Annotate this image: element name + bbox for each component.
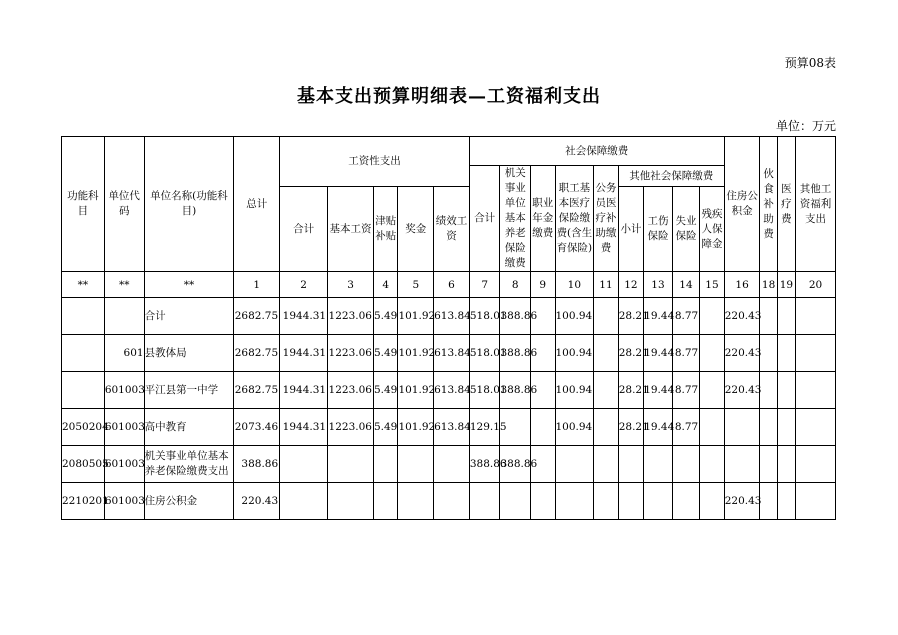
- table-cell: 100.94: [555, 298, 594, 335]
- table-cell: 8.77: [672, 409, 700, 446]
- table-cell: 220.43: [724, 483, 760, 520]
- header-unemployment-insurance: 失业保险: [672, 187, 700, 272]
- table-cell: 601: [104, 335, 144, 372]
- table-cell: [373, 483, 397, 520]
- table-cell: 101.92: [398, 409, 434, 446]
- table-cell: 合计: [144, 298, 234, 335]
- table-cell: 5.49: [373, 372, 397, 409]
- index-cell: 18: [760, 272, 777, 298]
- table-cell: 平江县第一中学: [144, 372, 234, 409]
- header-medical: 医疗费: [777, 137, 795, 272]
- table-cell: 100.94: [555, 409, 594, 446]
- table-cell: [700, 372, 724, 409]
- table-cell: [700, 446, 724, 483]
- table-cell: [796, 298, 836, 335]
- table-cell: [618, 483, 643, 520]
- header-social-group: 社会保障缴费: [469, 137, 724, 166]
- table-row: [62, 446, 836, 483]
- table-cell: [280, 446, 328, 483]
- table-cell: [672, 483, 700, 520]
- header-other-social-group: 其他社会保障缴费: [618, 166, 724, 187]
- table-cell: 220.43: [234, 483, 280, 520]
- table-cell: 住房公积金: [144, 483, 234, 520]
- table-cell: [328, 483, 374, 520]
- table-cell: [618, 446, 643, 483]
- table-cell: [700, 335, 724, 372]
- header-unit-code: 单位代码: [104, 137, 144, 272]
- table-cell: 101.92: [398, 298, 434, 335]
- index-cell: 1: [234, 272, 280, 298]
- table-cell: [594, 298, 618, 335]
- table-cell: [531, 409, 555, 446]
- table-cell: [777, 409, 795, 446]
- table-cell: 601003: [104, 372, 144, 409]
- table-cell: 518.01: [469, 335, 500, 372]
- table-cell: 8.77: [672, 335, 700, 372]
- index-cell: 8: [500, 272, 531, 298]
- index-cell: 10: [555, 272, 594, 298]
- header-disability-fund: 残疾人保障金: [700, 187, 724, 272]
- table-cell: 100.94: [555, 335, 594, 372]
- table-cell: [760, 483, 777, 520]
- table-cell: [531, 483, 555, 520]
- table-cell: 5.49: [373, 409, 397, 446]
- table-cell: [62, 298, 105, 335]
- table-cell: [280, 483, 328, 520]
- index-cell: 3: [328, 272, 374, 298]
- table-cell: 101.92: [398, 335, 434, 372]
- table-cell: [594, 409, 618, 446]
- table-cell: 388.86: [500, 298, 531, 335]
- table-cell: 县教体局: [144, 335, 234, 372]
- index-cell: 9: [531, 272, 555, 298]
- table-cell: 388.86: [500, 446, 531, 483]
- index-cell: **: [62, 272, 105, 298]
- header-social-sum: 合计: [469, 166, 500, 272]
- table-cell: [760, 298, 777, 335]
- index-cell: **: [104, 272, 144, 298]
- index-cell: 11: [594, 272, 618, 298]
- table-cell: 129.15: [469, 409, 500, 446]
- table-cell: 28.21: [618, 335, 643, 372]
- table-cell: [469, 483, 500, 520]
- table-cell: [700, 409, 724, 446]
- table-cell: 220.43: [724, 298, 760, 335]
- index-cell: 7: [469, 272, 500, 298]
- table-cell: [796, 335, 836, 372]
- index-cell: 6: [434, 272, 470, 298]
- table-cell: 28.21: [618, 372, 643, 409]
- table-row: [62, 372, 836, 409]
- table-cell: 601003: [104, 483, 144, 520]
- table-cell: 101.92: [398, 372, 434, 409]
- table-cell: 2073.46: [234, 409, 280, 446]
- table-cell: [796, 446, 836, 483]
- header-func-code: 功能科目: [62, 137, 105, 272]
- header-bonus: 奖金: [398, 187, 434, 272]
- table-cell: 388.86: [469, 446, 500, 483]
- header-basic-medical: 职工基本医疗保险缴费(含生育保险): [555, 166, 594, 272]
- index-cell: 15: [700, 272, 724, 298]
- table-cell: 220.43: [724, 335, 760, 372]
- table-row: [62, 335, 836, 372]
- table-cell: [724, 446, 760, 483]
- table-cell: [760, 335, 777, 372]
- table-cell: 19.44: [644, 409, 673, 446]
- table-cell: 19.44: [644, 372, 673, 409]
- index-cell: 14: [672, 272, 700, 298]
- header-meal: 伙食补助费: [760, 137, 777, 272]
- table-cell: 1223.06: [328, 372, 374, 409]
- table-cell: [373, 446, 397, 483]
- table-cell: 1223.06: [328, 409, 374, 446]
- table-cell: 高中教育: [144, 409, 234, 446]
- table-cell: [796, 372, 836, 409]
- table-cell: [434, 483, 470, 520]
- table-cell: 1944.31: [280, 298, 328, 335]
- table-cell: 19.44: [644, 298, 673, 335]
- table-cell: 518.01: [469, 372, 500, 409]
- table-cell: [555, 483, 594, 520]
- table-cell: [760, 446, 777, 483]
- index-cell: 13: [644, 272, 673, 298]
- page-title: 基本支出预算明细表—工资福利支出: [297, 86, 601, 107]
- table-cell: 机关事业单位基本养老保险缴费支出: [144, 446, 234, 483]
- table-cell: 601003: [104, 446, 144, 483]
- table-cell: 100.94: [555, 372, 594, 409]
- index-cell: 2: [280, 272, 328, 298]
- table-cell: 518.01: [469, 298, 500, 335]
- table-cell: [777, 298, 795, 335]
- table-cell: [777, 446, 795, 483]
- table-cell: [104, 298, 144, 335]
- table-cell: 220.43: [724, 372, 760, 409]
- header-other-welfare: 其他工资福利支出: [796, 137, 836, 272]
- index-cell: 20: [796, 272, 836, 298]
- table-cell: 613.84: [434, 298, 470, 335]
- table-cell: 1223.06: [328, 298, 374, 335]
- table-cell: 613.84: [434, 409, 470, 446]
- table-cell: [796, 483, 836, 520]
- table-cell: [760, 372, 777, 409]
- table-cell: [398, 483, 434, 520]
- table-cell: 388.86: [234, 446, 280, 483]
- table-cell: [62, 335, 105, 372]
- budget-table: [61, 136, 836, 520]
- header-housing: 住房公积金: [724, 137, 760, 272]
- index-cell: 16: [724, 272, 760, 298]
- index-cell: 4: [373, 272, 397, 298]
- table-cell: [724, 409, 760, 446]
- header-pension: 机关事业单位基本养老保险缴费: [500, 166, 531, 272]
- table-cell: 388.86: [500, 335, 531, 372]
- header-salary-sum: 合计: [280, 187, 328, 272]
- header-civil-medical: 公务员医疗补助缴费: [594, 166, 618, 272]
- table-cell: [644, 446, 673, 483]
- table-cell: [777, 372, 795, 409]
- table-cell: [500, 483, 531, 520]
- index-cell: 19: [777, 272, 795, 298]
- table-row: [62, 483, 836, 520]
- table-cell: [328, 446, 374, 483]
- table-cell: [62, 372, 105, 409]
- table-cell: 28.21: [618, 409, 643, 446]
- form-number: 预算08表: [784, 56, 836, 70]
- table-cell: 2682.75: [234, 372, 280, 409]
- table-cell: [672, 446, 700, 483]
- table-cell: 19.44: [644, 335, 673, 372]
- table-cell: [594, 483, 618, 520]
- table-cell: 613.84: [434, 335, 470, 372]
- table-cell: 8.77: [672, 298, 700, 335]
- header-allowance: 津贴补贴: [373, 187, 397, 272]
- table-cell: 5.49: [373, 335, 397, 372]
- header-performance: 绩效工资: [434, 187, 470, 272]
- index-cell: **: [144, 272, 234, 298]
- table-cell: 2080505: [62, 446, 105, 483]
- table-cell: [777, 483, 795, 520]
- table-cell: 1944.31: [280, 335, 328, 372]
- table-cell: [398, 446, 434, 483]
- header-unit-name: 单位名称(功能科目): [144, 137, 234, 272]
- index-row: [62, 272, 836, 298]
- table-cell: 5.49: [373, 298, 397, 335]
- table-cell: 28.21: [618, 298, 643, 335]
- table-cell: [434, 446, 470, 483]
- table-cell: 1223.06: [328, 335, 374, 372]
- table-cell: [555, 446, 594, 483]
- header-salary-group: 工资性支出: [280, 137, 470, 187]
- table-cell: [700, 298, 724, 335]
- unit-label: 单位：万元: [775, 119, 836, 133]
- table-cell: 2210201: [62, 483, 105, 520]
- index-cell: 5: [398, 272, 434, 298]
- table-cell: 2050204: [62, 409, 105, 446]
- table-row: [62, 409, 836, 446]
- table-cell: 2682.75: [234, 335, 280, 372]
- index-cell: 12: [618, 272, 643, 298]
- table-cell: 8.77: [672, 372, 700, 409]
- table-cell: [594, 335, 618, 372]
- header-injury-insurance: 工伤保险: [644, 187, 673, 272]
- table-cell: 2682.75: [234, 298, 280, 335]
- table-cell: [644, 483, 673, 520]
- header-basic-salary: 基本工资: [328, 187, 374, 272]
- table-cell: 613.84: [434, 372, 470, 409]
- table-cell: 601003: [104, 409, 144, 446]
- table-cell: 1944.31: [280, 372, 328, 409]
- table-cell: [594, 446, 618, 483]
- table-row: [62, 298, 836, 335]
- table-cell: [777, 335, 795, 372]
- table-cell: [760, 409, 777, 446]
- header-annuity: 职业年金缴费: [531, 166, 555, 272]
- table-cell: 1944.31: [280, 409, 328, 446]
- table-cell: [796, 409, 836, 446]
- table-cell: [594, 372, 618, 409]
- table-cell: [700, 483, 724, 520]
- table-cell: 388.86: [500, 372, 531, 409]
- header-other-subtotal: 小计: [618, 187, 643, 272]
- header-total: 总计: [234, 137, 280, 272]
